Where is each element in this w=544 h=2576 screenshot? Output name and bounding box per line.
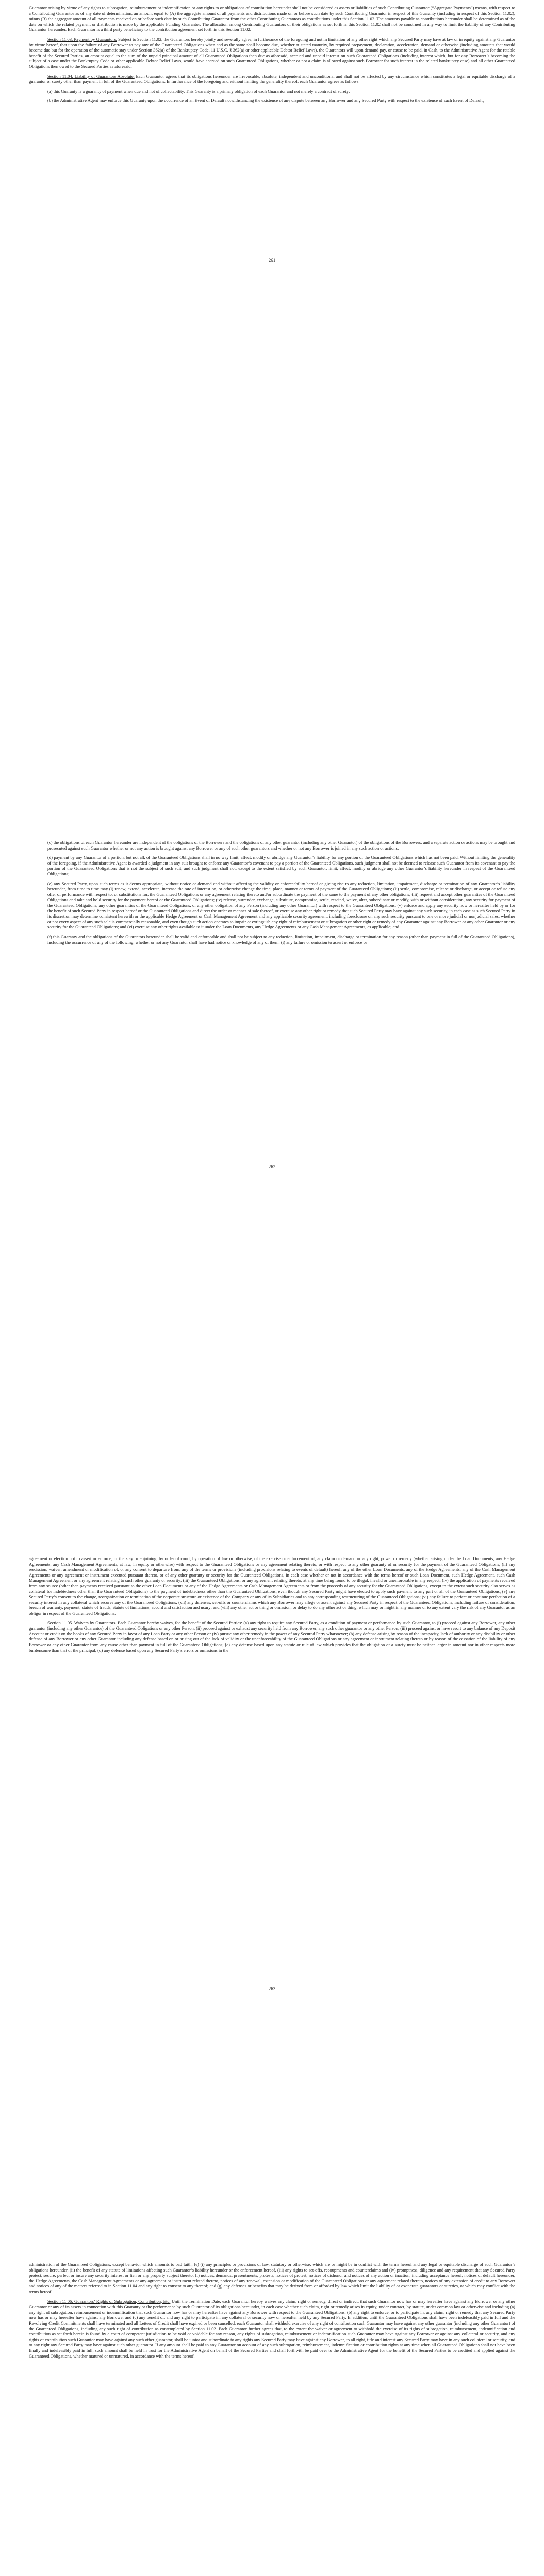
page-content [29, 2262, 515, 2363]
document-page-262 [0, 685, 544, 1391]
paragraph-section-11-05 [29, 1620, 515, 1653]
section-heading: Section 11.05. Waivers by Guarantors. [47, 1620, 117, 1625]
clause-f: (f) this Guaranty and the obligations of the Guarantors hereunder shall be valid and enforceable and shall not be subject to any reduction, limitation, impairment, discharge or termination for any reason (other than payment in full of the Guaranteed Obligations), including the occurrence of any of the following, whether or not any Guarantor shall have had notice or knowledge of any of them: (i) any failure or omission to assert or enforce or [47, 934, 515, 945]
page-content [29, 5, 515, 108]
document-page-261 [0, 0, 544, 685]
paragraph-body: Each Guarantor hereby waives, for the benefit of the Secured Parties: (a) any right to require any Secured Party, as a condition of payment or performance by such Guarantor, to (i) proceed against any Borrower, any other guarantor (including any other Guarantor) of the Guaranteed Obligations or any other Person, (ii) proceed against or exhaust any security held from any Borrower, any such other guarantor or any other Person, (iii) proceed against or have resort to any balance of any Deposit Account or credit on the books of any Secured Party in favor of any Loan Party or any other Person or (iv) pursue any other remedy in the power of any Secured Party whatsoever; (b) any defense arising by reason of the incapacity, lack of authority or any disability or other defense of any Borrower or any other Guarantor including any defense based on or arising out of the lack of validity or the unenforceability of the Guaranteed Obligations or any agreement or instrument relating thereto or by reason of the cessation of the liability of any Borrower or any other Guarantor from any cause other than payment in full of the Guaranteed Obligations; (c) any defense based upon any statute or rule of law which provides that the obligation of a surety must be neither larger in amount nor in other respects more burdensome than that of the principal; (d) any defense based upon any Secured Party’s errors or omissions in the [29, 1620, 515, 1653]
section-heading: Section 11.06. Guarantors’ Rights of Subrogation, Contribution, Etc. [47, 2298, 171, 2304]
paragraph-section-11-03 [29, 37, 515, 70]
clause-d: (d) payment by any Guarantor of a portion, but not all, of the Guaranteed Obligations shall in no way limit, affect, modify or abridge any Guarantor’s liability for any portion of the Guaranteed Obligations which has not been paid. Without limiting the generality of the foregoing, if the Administrative Agent is awarded a judgment in any suit brought to enforce any Guarantor’s covenant to pay a portion of the Guaranteed Obligations, such judgment shall not be deemed to release such Guarantor from its covenant to pay the portion of the Guaranteed Obligations that is not the subject of such suit, and such judgment shall not, except to the extent satisfied by such Guarantor, limit, affect, modify or abridge any other Guarantor’s liability hereunder in respect of the Guaranteed Obligations; [47, 855, 515, 876]
clause-e: (e) any Secured Party, upon such terms as it deems appropriate, without notice or demand and without affecting the validity or enforceability hereof or giving rise to any reduction, limitation, impairment, discharge or termination of any Guarantor’s liability hereunder, from time to time may (i) renew, extend, accelerate, increase the rate of interest on, or otherwise change the time, place, manner or terms of payment of the Guaranteed Obligations; (ii) settle, compromise, release or discharge, or accept or refuse any offer of performance with respect to, or substitutions for, the Guaranteed Obligations or any agreement relating thereto and/or subordinate the payment of the same to the payment of any other obligations; (iii) request and accept other guaranties of the Guaranteed Obligations and take and hold security for the payment hereof or the Guaranteed Obligations; (iv) release, surrender, exchange, substitute, compromise, settle, rescind, waive, alter, subordinate or modify, with or without consideration, any security for payment of the Guaranteed Obligations, any other guaranties of the Guaranteed Obligations, or any other obligation of any Person (including any other Guarantor) with respect to the Guaranteed Obligations; (v) enforce and apply any security now or hereafter held by or for the benefit of such Secured Party in respect hereof or the Guaranteed Obligations and direct the order or manner of sale thereof, or exercise any other right or remedy that such Secured Party may have against any such security, in each case as such Secured Party in its discretion may determine consistent herewith or the applicable Hedge Agreement or Cash Management Agreement and any applicable security agreement, including foreclosure on any such security pursuant to one or more judicial or nonjudicial sales, whether or not every aspect of any such sale is commercially reasonable, and even though such action operates to impair or extinguish any right of reimbursement or subrogation or other right or remedy of any Guarantor against any Borrower or any other Guarantor or any security for the Guaranteed Obligations; and (vi) exercise any other rights available to it under the Loan Documents, any Hedge Agreements or any Cash Management Agreements, as applicable; and [47, 880, 515, 930]
clause-c: (c) the obligations of each Guarantor hereunder are independent of the obligations of the Borrowers and the obligations of any other guarantor (including any other Guarantor) of the obligations of the Borrowers, and a separate action or actions may be brought and prosecuted against such Guarantor whether or not any action is brought against any Borrower or any of such other guarantors and whether or not any Borrower is joined in any such action or actions; [47, 840, 515, 851]
page-content [29, 1556, 515, 1657]
paragraph-section-11-06 [29, 2299, 515, 2359]
section-heading: Section 11.03. Payment by Guarantors. [47, 36, 117, 42]
page-content [29, 840, 515, 949]
page-number: 261 [268, 258, 276, 263]
paragraph: Guarantor arising by virtue of any rights to subrogation, reimbursement or indemnification or any rights to or obligations of contribution hereunder shall not be considered as assets or liabilities of such Contributing Guarantor (“Aggregate Payments”) means, with respect to a Contributing Guarantor as of any date of determination, an amount equal to (A) the aggregate amount of all payments and distributions made on or before such date by such Contributing Guarantor in respect of this Guaranty (including in respect of this Section 11.02), minus (B) the aggregate amount of all payments received on or before such date by such Contributing Guarantor from the other Contributing Guarantors as contributions under this Section 11.02. The amounts payable as contributions hereunder shall be determined as of the date on which the related payment or distribution is made by the applicable Funding Guarantor. The allocation among Contributing Guarantors of their obligations as set forth in this Section 11.02 shall not be construed in any way to limit the liability of any Contributing Guarantor hereunder. Each Guarantor is a third party beneficiary to the contribution agreement set forth in this Section 11.02. [29, 5, 515, 32]
clause-b: (b) the Administrative Agent may enforce this Guaranty upon the occurrence of an Event of Default notwithstanding the existence of any dispute between any Borrower and any Secured Party with respect to the existence of such Event of Default; [47, 98, 484, 104]
paragraph-body: Subject to Section 11.02, the Guarantors hereby jointly and severally agree, in furtherance of the foregoing and not in limitation of any other right which any Secured Party may have at law or in equity against any Guarantor by virtue hereof, that upon the failure of any Borrower to pay any of the Guaranteed Obligations when and as the same shall become due, whether at stated maturity, by required prepayment, declaration, acceleration, demand or otherwise (including amounts that would become due but for the operation of the automatic stay under Section 362(a) of the Bankruptcy Code, 11 U.S.C. § 362(a) or other applicable Debtor Relief Laws), the Guarantors will upon demand pay, or cause to be paid, in Cash, to the Administrative Agent for the ratable benefit of the Secured Parties, an amount equal to the sum of the unpaid principal amount of all Guaranteed Obligations then due as aforesaid, accrued and unpaid interest on such Guaranteed Obligations (including interest which, but for any Borrower’s becoming the subject of a case under the Bankruptcy Code or other applicable Debtor Relief Laws, would have accrued on such Guaranteed Obligations, whether or not a claim is allowed against such Borrower for such interest in the related bankruptcy case) and all other Guaranteed Obligations then owed to the Secured Parties as aforesaid. [29, 36, 515, 69]
paragraph: agreement or election not to assert or enforce, or the stay or enjoining, by order of court, by operation of law or otherwise, of the exercise or enforcement of, any claim or demand or any right, power or remedy (whether arising under the Loan Documents, any Hedge Agreements, any Cash Management Agreements, at law, in equity or otherwise) with respect to the Guaranteed Obligations or any agreement relating thereto, or with respect to any other guaranty of or security for the payment of the Guaranteed Obligations; (ii) any rescission, waiver, amendment or modification of, or any consent to departure from, any of the terms or provisions (including provisions relating to events of default) hereof, any of the other Loan Documents, any of the Hedge Agreements, any of the Cash Management Agreements or any agreement or instrument executed pursuant thereto, or of any other guaranty or security for the Guaranteed Obligations, in each case whether or not in accordance with the terms hereof or such Loan Document, such Hedge Agreement, such Cash Management Agreement or any agreement relating to such other guaranty or security; (iii) the Guaranteed Obligations, or any agreement relating thereto, at any time being found to be illegal, invalid or unenforceable in any respect; (iv) the application of payments received from any source (other than payments received pursuant to the other Loan Documents or any of the Hedge Agreements or Cash Management Agreements or from the proceeds of any security for the Guaranteed Obligations, except to the extent such security also serves as collateral for indebtedness other than the Guaranteed Obligations) to the payment of indebtedness other than the Guaranteed Obligations, even though any Secured Party might have elected to apply such payment to any part or all of the Guaranteed Obligations; (v) any Secured Party’s consent to the change, reorganization or termination of the corporate structure or existence of the Company or any of its Subsidiaries and to any corresponding restructuring of the Guaranteed Obligations; (vi) any failure to perfect or continue perfection of a security interest in any collateral which secures any of the Guaranteed Obligations; (vii) any defenses, set-offs or counterclaims which any Borrower may allege or assert against any Secured Party in respect of the Guaranteed Obligations, including failure of consideration, breach of warranty, payment, statute of frauds, statute of limitations, accord and satisfaction and usury; and (viii) any other act or thing or omission, or delay to do any other act or thing, which may or might in any manner or to any extent vary the risk of any Guarantor as an obligor in respect of the Guaranteed Obligations. [29, 1556, 515, 1616]
paragraph-section-11-04 [29, 74, 515, 84]
document-page-264 [0, 2097, 544, 2576]
paragraph: administration of the Guaranteed Obligations, except behavior which amounts to bad faith; (e) (i) any principles or provisions of law, statutory or otherwise, which are or might be in conflict with the terms hereof and any legal or equitable discharge of such Guarantor’s obligations hereunder, (ii) the benefit of any statute of limitations affecting such Guarantor’s liability hereunder or the enforcement hereof, (iii) any rights to set-offs, recoupments and counterclaims and (iv) promptness, diligence and any requirement that any Secured Party protect, secure, perfect or insure any security interest or lien or any property subject thereto; (f) notices, demands, presentments, protests, notices of protest, notices of dishonor and notices of any action or inaction, including acceptance hereof, notices of default hereunder, the Hedge Agreements, the Cash Management Agreements or any agreement or instrument related thereto, notices of any renewal, extension or modification of the Guaranteed Obligations or any agreement related thereto, notices of any extension of credit to any Borrower and notices of any of the matters referred to in Section 11.04 and any right to consent to any thereof; and (g) any defenses or benefits that may be derived from or afforded by law which limit the liability of or exonerate guarantors or sureties, or which may conflict with the terms hereof. [29, 2262, 515, 2294]
paragraph-body: Each Guarantor agrees that its obligations hereunder are irrevocable, absolute, independent and unconditional and shall not be affected by any circumstance which constitutes a legal or equitable discharge of a guarantor or surety other than payment in full of the Guaranteed Obligations. In furtherance of the foregoing and without limiting the generality thereof, each Guarantor agrees as follows: [29, 73, 516, 84]
page-number: 263 [268, 1986, 276, 1991]
paragraph-body: Until the Termination Date, each Guarantor hereby waives any claim, right or remedy, direct or indirect, that such Guarantor now has or may hereafter have against any Borrower or any other Guarantor or any of its assets in connection with this Guaranty or the performance by such Guarantor of its obligations hereunder, in each case whether such claim, right or remedy arises in equity, under contract, by statute, under common law or otherwise and including (a) any right of subrogation, reimbursement or indemnification that such Guarantor now has or may hereafter have against any Borrower with respect to the Guaranteed Obligations, (b) any right to enforce, or to participate in, any claim, right or remedy that any Secured Party now has or may hereafter have against any Borrower and (c) any benefit of, and any right to participate in, any collateral or security now or hereafter held by any Secured Party. In addition, until the Guaranteed Obligations shall have been indefeasibly paid in full and the Revolving Credit Commitments shall have terminated and all Letters of Credit shall have expired or been cancelled, each Guarantor shall withhold exercise of any right of contribution such Guarantor may have against any other guarantor (including any other Guarantor) of the Guaranteed Obligations, including any such right of contribution as contemplated by Section 11.02. Each Guarantor further agrees that, to the extent the waiver or agreement to withhold the exercise of its rights of subrogation, reimbursement, indemnification and contribution as set forth herein is found by a court of competent jurisdiction to be void or voidable for any reason, any rights of subrogation, reimbursement or indemnification such Guarantor may have against any Borrower or against any collateral or security, and any rights of contribution such Guarantor may have against any such other guarantor, shall be junior and subordinate to any rights any Secured Party may have against any Borrower, to all right, title and interest any Secured Party may have in any such collateral or security, and to any right any Secured Party may have against such other guarantor. If any amount shall be paid to any Guarantor on account of any such subrogation, reimbursement, indemnification or contribution rights at any time when all Guaranteed Obligations shall not have been finally and indefeasibly paid in full, such amount shall be held in trust for the Administrative Agent on behalf of the Secured Parties and shall forthwith be paid over to the Administrative Agent for the benefit of the Secured Parties to be credited and applied against the Guaranteed Obligations, whether matured or unmatured, in accordance with the terms hereof. [29, 2298, 516, 2359]
clause-a: (a) this Guaranty is a guaranty of payment when due and not of collectability. This Guaranty is a primary obligation of each Guarantor and not merely a contract of surety; [47, 88, 350, 94]
page-number: 262 [268, 1164, 276, 1170]
document-page-263 [0, 1391, 544, 2097]
section-heading: Section 11.04. Liability of Guarantors Absolute. [47, 73, 135, 79]
